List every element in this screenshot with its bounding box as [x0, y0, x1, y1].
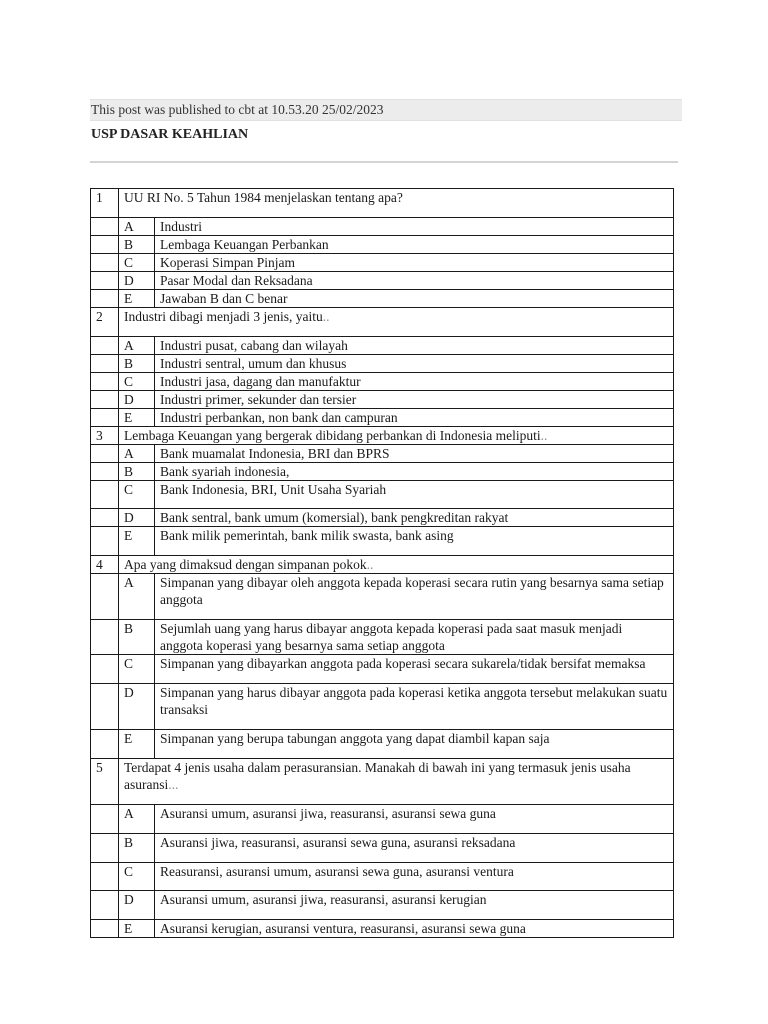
option-letter: C: [119, 254, 155, 272]
option-row: [91, 834, 674, 863]
option-row: [91, 684, 674, 730]
option-row: [91, 655, 674, 684]
question-row: [91, 427, 674, 445]
question-row: [91, 556, 674, 574]
question-text: Terdapat 4 jenis usaha dalam perasuransian. Manakah di bawah ini yang termasuk jenis usaha asuransi...: [119, 759, 674, 805]
option-row: [91, 730, 674, 759]
option-text: Industri jasa, dagang dan manufaktur: [155, 373, 674, 391]
option-letter: C: [119, 655, 155, 684]
option-text: Industri: [155, 218, 674, 236]
option-text: Simpanan yang harus dibayar anggota pada koperasi ketika anggota tersebut melakukan suatu transaksi: [155, 684, 674, 730]
option-text: Reasuransi, asuransi umum, asuransi sewa guna, asuransi ventura: [155, 863, 674, 891]
option-letter: A: [119, 805, 155, 834]
question-number: 5: [91, 759, 119, 805]
option-text: Bank Indonesia, BRI, Unit Usaha Syariah: [155, 481, 674, 509]
option-text: Bank milik pemerintah, bank milik swasta, bank asing: [155, 527, 674, 556]
option-text: Pasar Modal dan Reksadana: [155, 272, 674, 290]
option-text: Koperasi Simpan Pinjam: [155, 254, 674, 272]
option-row: [91, 620, 674, 655]
option-text: Asuransi jiwa, reasuransi, asuransi sewa guna, asuransi reksadana: [155, 834, 674, 863]
option-text: Jawaban B dan C benar: [155, 290, 674, 308]
question-text: Industri dibagi menjadi 3 jenis, yaitu..: [119, 308, 674, 337]
option-letter: C: [119, 481, 155, 509]
option-row: [91, 355, 674, 373]
question-number: 1: [91, 189, 119, 218]
option-text: Industri perbankan, non bank dan campuran: [155, 409, 674, 427]
question-number: 3: [91, 427, 119, 445]
question-text: Apa yang dimaksud dengan simpanan pokok..: [119, 556, 674, 574]
option-row: [91, 805, 674, 834]
option-letter: B: [119, 355, 155, 373]
option-row: [91, 272, 674, 290]
option-row: [91, 445, 674, 463]
option-letter: B: [119, 620, 155, 655]
option-row: [91, 463, 674, 481]
option-text: Simpanan yang dibayarkan anggota pada koperasi secara sukarela/tidak bersifat memaksa: [155, 655, 674, 684]
option-text: Industri primer, sekunder dan tersier: [155, 391, 674, 409]
option-letter: D: [119, 391, 155, 409]
option-letter: B: [119, 236, 155, 254]
option-row: [91, 409, 674, 427]
option-letter: E: [119, 730, 155, 759]
option-text: Asuransi kerugian, asuransi ventura, reasuransi, asuransi sewa guna: [155, 920, 674, 938]
option-letter: E: [119, 290, 155, 308]
option-text: Industri pusat, cabang dan wilayah: [155, 337, 674, 355]
option-text: Simpanan yang dibayar oleh anggota kepada koperasi secara rutin yang besarnya sama setiap anggota: [155, 574, 674, 620]
option-row: [91, 481, 674, 509]
option-letter: D: [119, 509, 155, 527]
option-letter: E: [119, 409, 155, 427]
option-letter: A: [119, 445, 155, 463]
option-row: [91, 574, 674, 620]
option-row: [91, 509, 674, 527]
option-text: Asuransi umum, asuransi jiwa, reasuransi, asuransi kerugian: [155, 891, 674, 920]
questions-table: [90, 188, 674, 938]
option-letter: C: [119, 373, 155, 391]
option-letter: A: [119, 218, 155, 236]
option-letter: A: [119, 337, 155, 355]
option-letter: E: [119, 920, 155, 938]
option-letter: E: [119, 527, 155, 556]
publish-notice: This post was published to cbt at 10.53.20 25/02/2023: [90, 99, 682, 121]
option-text: Lembaga Keuangan Perbankan: [155, 236, 674, 254]
option-row: [91, 863, 674, 891]
option-row: [91, 337, 674, 355]
question-number: 4: [91, 556, 119, 574]
option-letter: D: [119, 684, 155, 730]
option-text: Sejumlah uang yang harus dibayar anggota kepada koperasi pada saat masuk menjadi anggota koperasi yang besarnya sama setiap anggota: [155, 620, 674, 655]
option-letter: D: [119, 272, 155, 290]
question-number: 2: [91, 308, 119, 337]
option-letter: A: [119, 574, 155, 620]
option-row: [91, 236, 674, 254]
option-row: [91, 218, 674, 236]
option-letter: C: [119, 863, 155, 891]
option-letter: D: [119, 891, 155, 920]
option-text: Bank syariah indonesia,: [155, 463, 674, 481]
question-text: UU RI No. 5 Tahun 1984 menjelaskan tentang apa?: [119, 189, 674, 218]
document-title: USP DASAR KEAHLIAN: [91, 127, 249, 142]
option-row: [91, 373, 674, 391]
divider: [90, 161, 678, 163]
option-letter: B: [119, 834, 155, 863]
question-text: Lembaga Keuangan yang bergerak dibidang perbankan di Indonesia meliputi..: [119, 427, 674, 445]
option-row: [91, 391, 674, 409]
option-row: [91, 920, 674, 938]
option-letter: B: [119, 463, 155, 481]
question-row: [91, 189, 674, 218]
option-text: Bank sentral, bank umum (komersial), bank pengkreditan rakyat: [155, 509, 674, 527]
question-row: [91, 759, 674, 805]
option-text: Industri sentral, umum dan khusus: [155, 355, 674, 373]
option-text: Asuransi umum, asuransi jiwa, reasuransi, asuransi sewa guna: [155, 805, 674, 834]
question-row: [91, 308, 674, 337]
option-text: Simpanan yang berupa tabungan anggota yang dapat diambil kapan saja: [155, 730, 674, 759]
option-text: Bank muamalat Indonesia, BRI dan BPRS: [155, 445, 674, 463]
option-row: [91, 527, 674, 556]
option-row: [91, 254, 674, 272]
option-row: [91, 290, 674, 308]
option-row: [91, 891, 674, 920]
